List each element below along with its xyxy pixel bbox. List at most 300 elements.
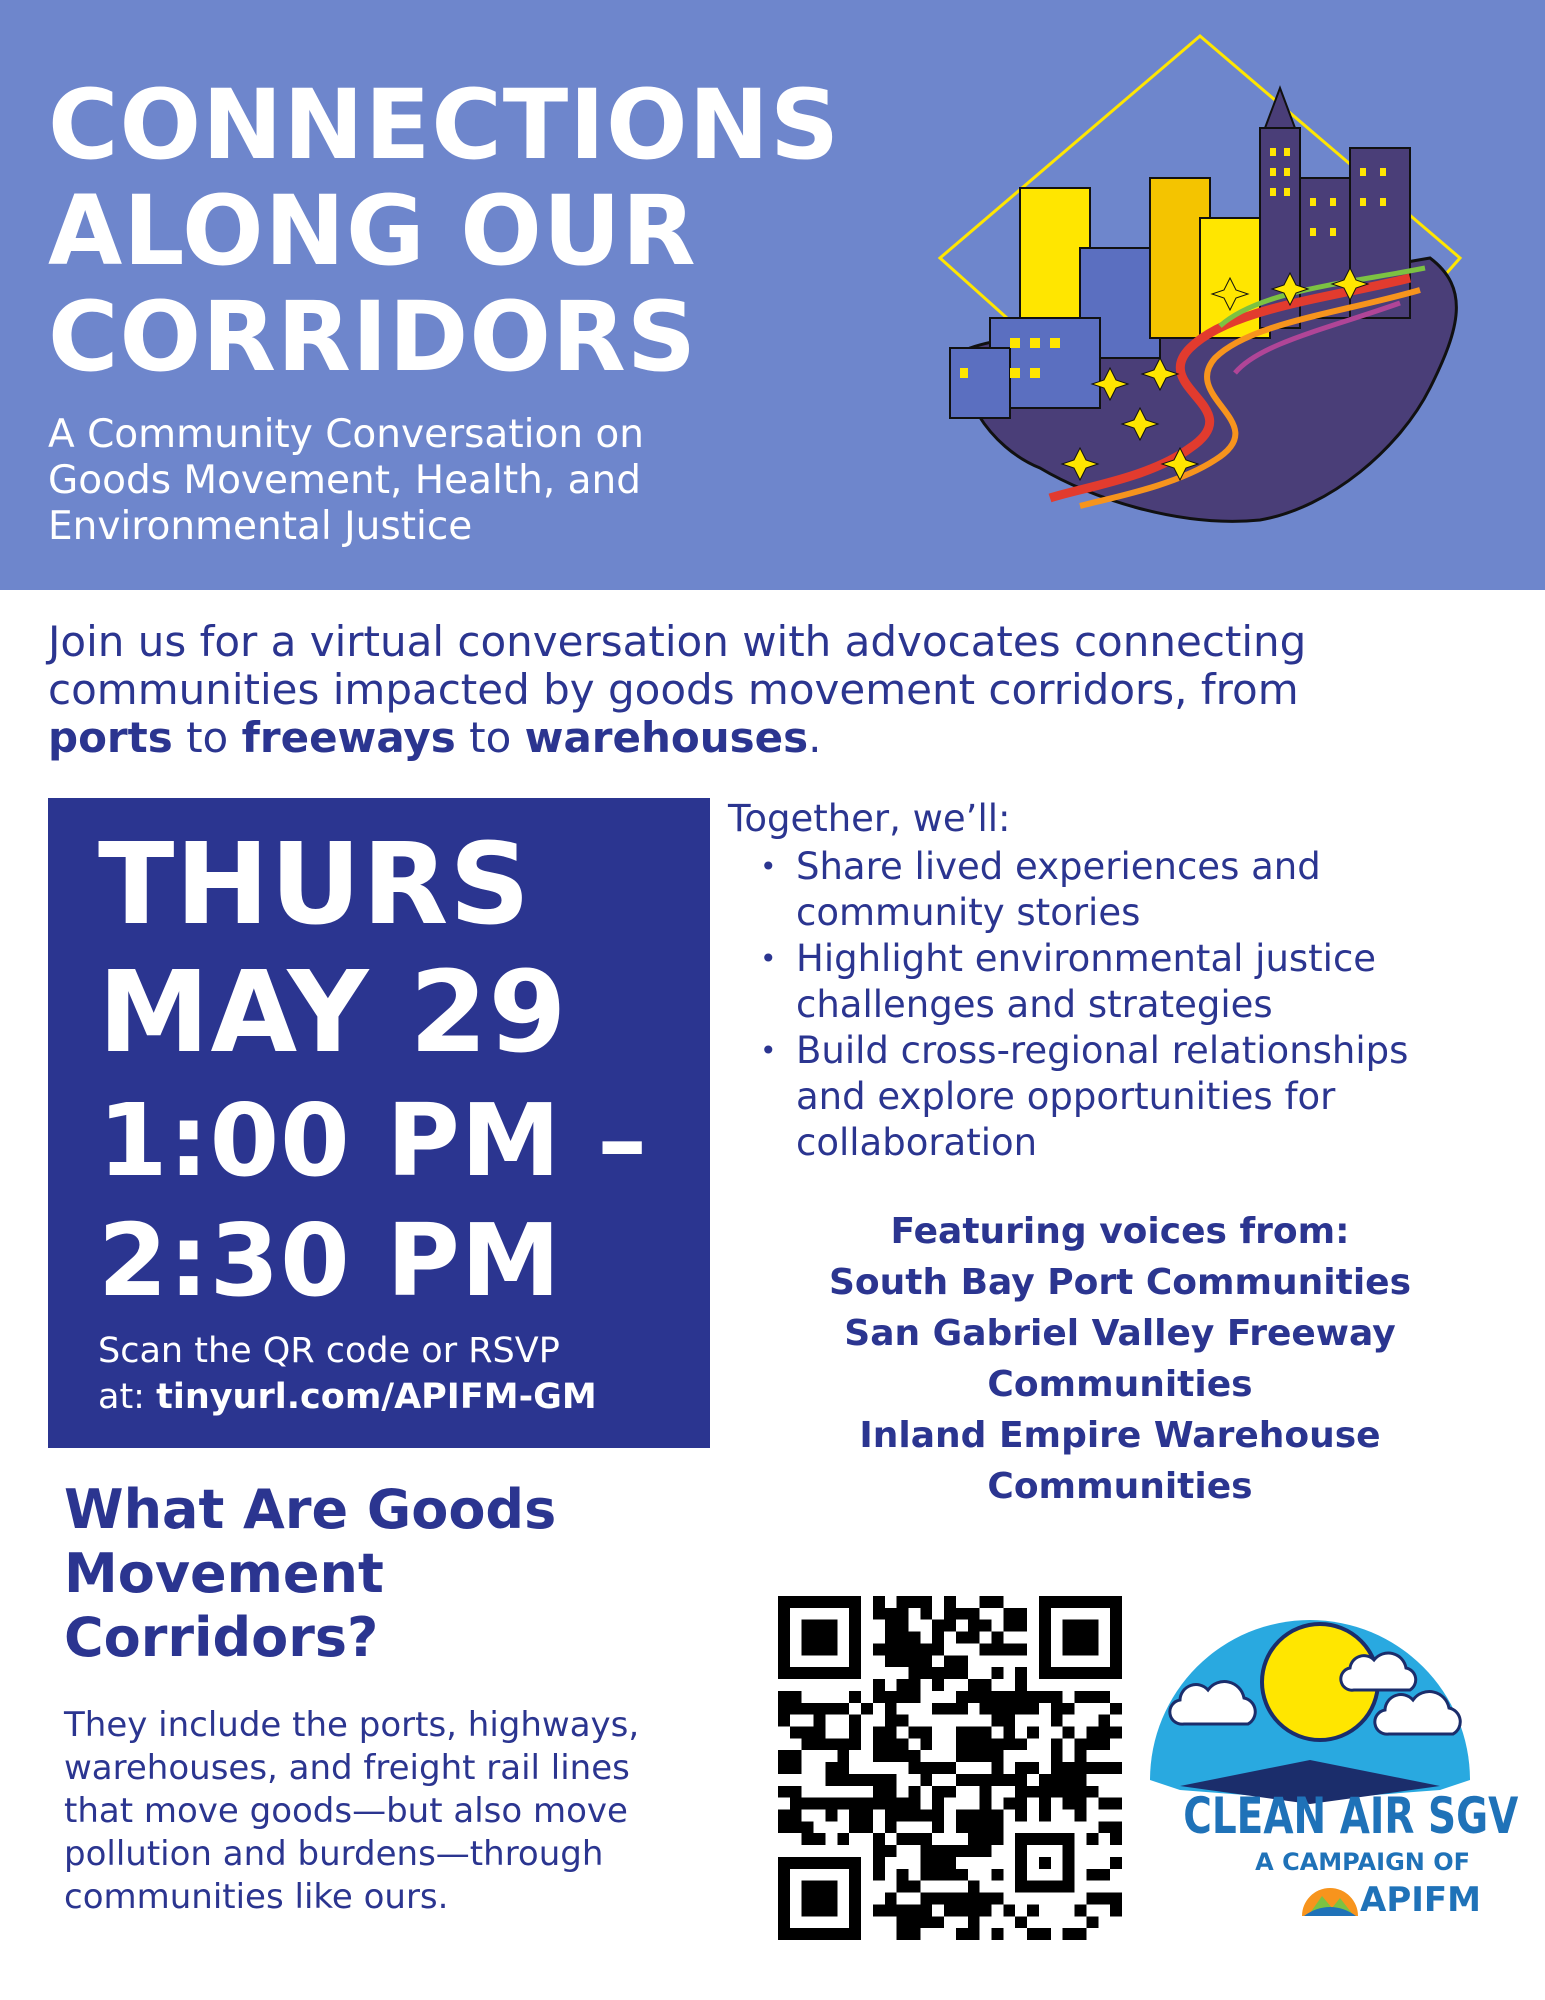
- qr-module: [1098, 1821, 1110, 1833]
- goods-heading-line: Corridors?: [64, 1606, 379, 1669]
- agenda-item-line: community stories: [796, 891, 1141, 934]
- qr-module: [1003, 1774, 1015, 1786]
- qr-module: [849, 1798, 861, 1810]
- qr-module: [873, 1833, 885, 1845]
- keyword-warehouses: warehouses: [524, 713, 809, 762]
- qr-module: [897, 1620, 909, 1632]
- qr-module: [873, 1904, 885, 1916]
- qr-module: [778, 1750, 790, 1762]
- goods-line: that move goods—but also move: [64, 1791, 628, 1831]
- qr-module: [908, 1667, 920, 1679]
- qr-module: [897, 1679, 909, 1691]
- qr-module: [814, 1726, 826, 1738]
- qr-module: [873, 1857, 885, 1869]
- qr-module: [861, 1821, 873, 1833]
- qr-module: [920, 1726, 932, 1738]
- qr-module: [968, 1608, 980, 1620]
- qr-module: [1098, 1798, 1110, 1810]
- title-line: CORRIDORS: [48, 281, 697, 393]
- featuring-line: Communities: [987, 1466, 1253, 1507]
- qr-module: [837, 1833, 849, 1845]
- qr-module: [1015, 1774, 1027, 1786]
- qr-module: [885, 1774, 897, 1786]
- qr-module: [920, 1916, 932, 1928]
- qr-module: [1110, 1833, 1122, 1845]
- qr-module: [837, 1750, 849, 1762]
- qr-module: [908, 1786, 920, 1798]
- qr-module: [1039, 1774, 1051, 1786]
- qr-module: [837, 1774, 849, 1786]
- qr-module: [825, 1738, 837, 1750]
- title-line: CONNECTIONS: [48, 69, 841, 181]
- qr-module: [968, 1821, 980, 1833]
- qr-module: [1075, 1798, 1087, 1810]
- qr-module: [992, 1869, 1004, 1881]
- qr-module: [920, 1762, 932, 1774]
- qr-module: [980, 1833, 992, 1845]
- qr-module: [1051, 1691, 1063, 1703]
- qr-module: [897, 1738, 909, 1750]
- qr-module: [908, 1655, 920, 1667]
- keyword-freeways: freeways: [241, 713, 456, 762]
- qr-module: [1063, 1774, 1075, 1786]
- qr-module: [992, 1893, 1004, 1905]
- qr-module: [1086, 1916, 1098, 1928]
- qr-module: [944, 1893, 956, 1905]
- qr-module: [790, 1703, 802, 1715]
- qr-module: [1086, 1869, 1098, 1881]
- qr-module: [944, 1608, 956, 1620]
- qr-module: [920, 1643, 932, 1655]
- qr-module: [1110, 1821, 1122, 1833]
- qr-module: [920, 1774, 932, 1786]
- qr-module: [908, 1632, 920, 1644]
- qr-module: [968, 1833, 980, 1845]
- qr-module: [1039, 1691, 1051, 1703]
- event-day: THURS: [98, 820, 531, 950]
- qr-module: [920, 1869, 932, 1881]
- qr-module: [1051, 1774, 1063, 1786]
- qr-module: [1075, 1762, 1087, 1774]
- qr-module: [897, 1881, 909, 1893]
- intro-line: communities impacted by goods movement corridors, from: [48, 665, 1299, 714]
- qr-module: [814, 1715, 826, 1727]
- goods-heading-line: Movement: [64, 1542, 384, 1605]
- qr-module: [885, 1726, 897, 1738]
- qr-module: [992, 1833, 1004, 1845]
- qr-module: [932, 1643, 944, 1655]
- qr-module: [968, 1632, 980, 1644]
- qr-module: [932, 1798, 944, 1810]
- qr-module: [790, 1810, 802, 1822]
- qr-module: [849, 1726, 861, 1738]
- qr-module: [980, 1798, 992, 1810]
- qr-module: [956, 1774, 968, 1786]
- qr-module: [956, 1893, 968, 1905]
- qr-module: [956, 1738, 968, 1750]
- qr-module: [897, 1928, 909, 1940]
- qr-module: [1075, 1691, 1087, 1703]
- subtitle-line: Goods Movement, Health, and: [48, 458, 642, 503]
- qr-module: [885, 1845, 897, 1857]
- qr-module: [1098, 1893, 1110, 1905]
- qr-module: [885, 1608, 897, 1620]
- agenda-item-line: challenges and strategies: [796, 983, 1273, 1026]
- qr-module: [1063, 1703, 1075, 1715]
- qr-module: [992, 1643, 1004, 1655]
- event-title: [48, 69, 948, 393]
- keyword-ports: ports: [48, 713, 173, 762]
- rsvp-info: [98, 1328, 597, 1420]
- qr-module: [1027, 1691, 1039, 1703]
- qr-module: [778, 1762, 790, 1774]
- qr-module: [956, 1845, 968, 1857]
- qr-module: [873, 1679, 885, 1691]
- qr-module: [920, 1904, 932, 1916]
- qr-module: [908, 1643, 920, 1655]
- qr-module: [885, 1904, 897, 1916]
- qr-module: [968, 1774, 980, 1786]
- qr-module: [980, 1893, 992, 1905]
- qr-module: [980, 1904, 992, 1916]
- goods-description: [64, 1704, 724, 1919]
- qr-module: [1086, 1833, 1098, 1845]
- qr-module: [885, 1703, 897, 1715]
- qr-module: [778, 1703, 790, 1715]
- qr-module: [861, 1810, 873, 1822]
- qr-module: [837, 1703, 849, 1715]
- event-subtitle: [48, 412, 768, 550]
- qr-module: [790, 1821, 802, 1833]
- featured-voices: [740, 1206, 1500, 1512]
- qr-module: [837, 1798, 849, 1810]
- qr-module: [897, 1655, 909, 1667]
- apifm-mountain-icon: [1300, 1884, 1360, 1920]
- qr-module: [956, 1726, 968, 1738]
- agenda-item: [728, 844, 1518, 936]
- qr-module: [920, 1667, 932, 1679]
- qr-module: [1051, 1786, 1063, 1798]
- qr-module: [992, 1738, 1004, 1750]
- qr-module: [885, 1643, 897, 1655]
- subtitle-line: Environmental Justice: [48, 504, 473, 549]
- qr-module: [1003, 1715, 1015, 1727]
- qr-module: [1015, 1691, 1027, 1703]
- qr-module: [968, 1893, 980, 1905]
- qr-module: [1063, 1762, 1075, 1774]
- qr-module: [873, 1726, 885, 1738]
- qr-module: [802, 1738, 814, 1750]
- qr-module: [837, 1738, 849, 1750]
- qr-module: [980, 1845, 992, 1857]
- qr-module: [1027, 1762, 1039, 1774]
- qr-module: [861, 1774, 873, 1786]
- qr-module: [956, 1750, 968, 1762]
- qr-module: [849, 1715, 861, 1727]
- qr-module: [1098, 1869, 1110, 1881]
- qr-module: [920, 1655, 932, 1667]
- qr-module: [908, 1881, 920, 1893]
- qr-module: [932, 1916, 944, 1928]
- qr-module: [778, 1810, 790, 1822]
- qr-module: [932, 1857, 944, 1869]
- qr-module: [968, 1738, 980, 1750]
- qr-module: [932, 1893, 944, 1905]
- qr-module: [944, 1620, 956, 1632]
- qr-module: [980, 1774, 992, 1786]
- qr-module: [992, 1703, 1004, 1715]
- qr-module: [1075, 1904, 1087, 1916]
- qr-module: [1015, 1762, 1027, 1774]
- qr-module: [814, 1738, 826, 1750]
- qr-module: [908, 1726, 920, 1738]
- qr-module: [944, 1845, 956, 1857]
- qr-module: [849, 1810, 861, 1822]
- qr-module: [1086, 1691, 1098, 1703]
- qr-module: [908, 1904, 920, 1916]
- qr-module: [932, 1703, 944, 1715]
- rsvp-link[interactable]: tinyurl.com/APIFM-GM: [156, 1377, 597, 1417]
- qr-module: [825, 1810, 837, 1822]
- qr-module: [885, 1893, 897, 1905]
- qr-module: [897, 1691, 909, 1703]
- qr-module: [1027, 1726, 1039, 1738]
- featuring-line: Communities: [987, 1364, 1253, 1405]
- qr-module: [1075, 1774, 1087, 1786]
- qr-module: [1098, 1691, 1110, 1703]
- qr-module: [778, 1715, 790, 1727]
- agenda-list: [728, 796, 1518, 1166]
- qr-module: [1075, 1750, 1087, 1762]
- goods-line: pollution and burdens—through: [64, 1834, 604, 1874]
- goods-line: They include the ports, highways,: [64, 1705, 640, 1745]
- featuring-heading: Featuring voices from:: [890, 1211, 1350, 1252]
- qr-module: [992, 1632, 1004, 1644]
- qr-module: [1015, 1786, 1027, 1798]
- qr-module: [980, 1750, 992, 1762]
- qr-module: [1063, 1786, 1075, 1798]
- qr-module: [1015, 1608, 1027, 1620]
- qr-module: [1015, 1810, 1027, 1822]
- qr-module: [897, 1869, 909, 1881]
- qr-module: [1051, 1738, 1063, 1750]
- qr-module: [873, 1608, 885, 1620]
- qr-module: [1015, 1703, 1027, 1715]
- qr-module: [932, 1821, 944, 1833]
- qr-module: [980, 1691, 992, 1703]
- qr-module: [1098, 1762, 1110, 1774]
- qr-module: [992, 1810, 1004, 1822]
- qr-module: [778, 1786, 790, 1798]
- qr-module: [885, 1786, 897, 1798]
- qr-module: [992, 1774, 1004, 1786]
- qr-module: [897, 1810, 909, 1822]
- qr-module: [1027, 1703, 1039, 1715]
- qr-module: [814, 1798, 826, 1810]
- qr-module: [908, 1798, 920, 1810]
- qr-module: [980, 1620, 992, 1632]
- qr-module: [992, 1691, 1004, 1703]
- qr-module: [920, 1596, 932, 1608]
- qr-module: [980, 1679, 992, 1691]
- qr-module: [944, 1762, 956, 1774]
- qr-module: [790, 1798, 802, 1810]
- qr-module: [1003, 1798, 1015, 1810]
- qr-module: [1098, 1715, 1110, 1727]
- goods-line: warehouses, and freight rail lines: [64, 1748, 630, 1788]
- qr-module: [992, 1762, 1004, 1774]
- qr-module: [802, 1833, 814, 1845]
- agenda-heading: Together, we’ll:: [728, 797, 1011, 840]
- qr-module: [849, 1691, 861, 1703]
- qr-module: [1086, 1786, 1098, 1798]
- featuring-line: San Gabriel Valley Freeway: [844, 1313, 1396, 1354]
- qr-module: [992, 1715, 1004, 1727]
- qr-module: [837, 1762, 849, 1774]
- intro-period: .: [808, 713, 822, 762]
- qr-module: [908, 1810, 920, 1822]
- logo-tagline: A CAMPAIGN OF: [1255, 1848, 1470, 1876]
- qr-module: [992, 1750, 1004, 1762]
- qr-module: [920, 1833, 932, 1845]
- qr-module: [1110, 1703, 1122, 1715]
- qr-module: [1015, 1620, 1027, 1632]
- qr-module: [944, 1655, 956, 1667]
- goods-line: communities like ours.: [64, 1877, 449, 1917]
- qr-module: [861, 1798, 873, 1810]
- qr-module: [956, 1928, 968, 1940]
- qr-module: [992, 1596, 1004, 1608]
- qr-module: [873, 1798, 885, 1810]
- qr-module: [944, 1667, 956, 1679]
- qr-module: [825, 1703, 837, 1715]
- qr-module: [968, 1679, 980, 1691]
- qr-module: [920, 1738, 932, 1750]
- qr-module: [944, 1596, 956, 1608]
- qr-module: [920, 1857, 932, 1869]
- qr-module: [944, 1869, 956, 1881]
- qr-module: [956, 1904, 968, 1916]
- city-skyline-freeway-illustration: [930, 28, 1470, 528]
- qr-module: [885, 1738, 897, 1750]
- qr-module: [873, 1869, 885, 1881]
- rsvp-line: [98, 1374, 597, 1420]
- qr-module: [1039, 1786, 1051, 1798]
- qr-module: [1110, 1904, 1122, 1916]
- qr-module: [885, 1798, 897, 1810]
- qr-module: [968, 1881, 980, 1893]
- goods-heading: [64, 1478, 704, 1670]
- qr-module: [980, 1596, 992, 1608]
- qr-module: [1003, 1703, 1015, 1715]
- subtitle-line: A Community Conversation on: [48, 412, 645, 457]
- qr-module: [1039, 1798, 1051, 1810]
- qr-module: [908, 1596, 920, 1608]
- qr-module: [790, 1786, 802, 1798]
- qr-module: [1015, 1667, 1027, 1679]
- qr-module: [873, 1750, 885, 1762]
- qr-module: [908, 1833, 920, 1845]
- qr-module: [814, 1833, 826, 1845]
- qr-module: [1063, 1798, 1075, 1810]
- qr-module: [980, 1821, 992, 1833]
- qr-module: [956, 1703, 968, 1715]
- qr-module: [802, 1726, 814, 1738]
- qr-module: [932, 1869, 944, 1881]
- featuring-line: Inland Empire Warehouse: [859, 1415, 1381, 1456]
- qr-module: [1003, 1691, 1015, 1703]
- qr-module: [1003, 1608, 1015, 1620]
- qr-module: [992, 1928, 1004, 1940]
- qr-module: [790, 1750, 802, 1762]
- qr-module: [802, 1821, 814, 1833]
- qr-module: [932, 1632, 944, 1644]
- qr-module: [920, 1845, 932, 1857]
- qr-module: [1086, 1738, 1098, 1750]
- agenda-item-line: • Share lived experiences and: [796, 845, 1321, 888]
- qr-module: [849, 1774, 861, 1786]
- qr-module: [908, 1762, 920, 1774]
- qr-module: [968, 1691, 980, 1703]
- qr-module: [1015, 1643, 1027, 1655]
- agenda-item: [728, 936, 1518, 1028]
- qr-module: [980, 1703, 992, 1715]
- title-line: ALONG OUR: [48, 175, 697, 287]
- qr-module: [1098, 1726, 1110, 1738]
- qr-module: [1075, 1810, 1087, 1822]
- qr-module: [897, 1833, 909, 1845]
- qr-module: [980, 1643, 992, 1655]
- qr-module: [814, 1703, 826, 1715]
- qr-module: [956, 1691, 968, 1703]
- qr-module: [873, 1786, 885, 1798]
- qr-module: [956, 1869, 968, 1881]
- qr-module: [956, 1810, 968, 1822]
- qr-module: [932, 1810, 944, 1822]
- rsvp-prefix: at:: [98, 1377, 157, 1417]
- intro-connector: to: [172, 713, 242, 762]
- qr-module: [1051, 1750, 1063, 1762]
- qr-module: [885, 1691, 897, 1703]
- goods-heading-line: What Are Goods: [64, 1478, 557, 1541]
- rsvp-line: Scan the QR code or RSVP: [98, 1331, 560, 1371]
- qr-module: [920, 1608, 932, 1620]
- qr-code[interactable]: [778, 1596, 1122, 1940]
- agenda-item-line: • Build cross-regional relationships: [796, 1029, 1409, 1072]
- qr-module: [849, 1821, 861, 1833]
- qr-module: [873, 1845, 885, 1857]
- qr-module: [992, 1821, 1004, 1833]
- qr-module: [1086, 1726, 1098, 1738]
- qr-module: [980, 1786, 992, 1798]
- qr-module: [885, 1620, 897, 1632]
- qr-module: [1003, 1643, 1015, 1655]
- qr-module: [1039, 1810, 1051, 1822]
- qr-module: [885, 1810, 897, 1822]
- qr-module: [956, 1821, 968, 1833]
- qr-module: [1051, 1703, 1063, 1715]
- qr-module: [885, 1821, 897, 1833]
- qr-module: [956, 1632, 968, 1644]
- qr-module: [873, 1691, 885, 1703]
- agenda-item-line: and explore opportunities for: [796, 1075, 1336, 1118]
- qr-module: [968, 1750, 980, 1762]
- qr-module: [920, 1810, 932, 1822]
- agenda-item: [728, 1028, 1518, 1166]
- qr-module: [1015, 1679, 1027, 1691]
- qr-module: [849, 1738, 861, 1750]
- qr-module: [1086, 1893, 1098, 1905]
